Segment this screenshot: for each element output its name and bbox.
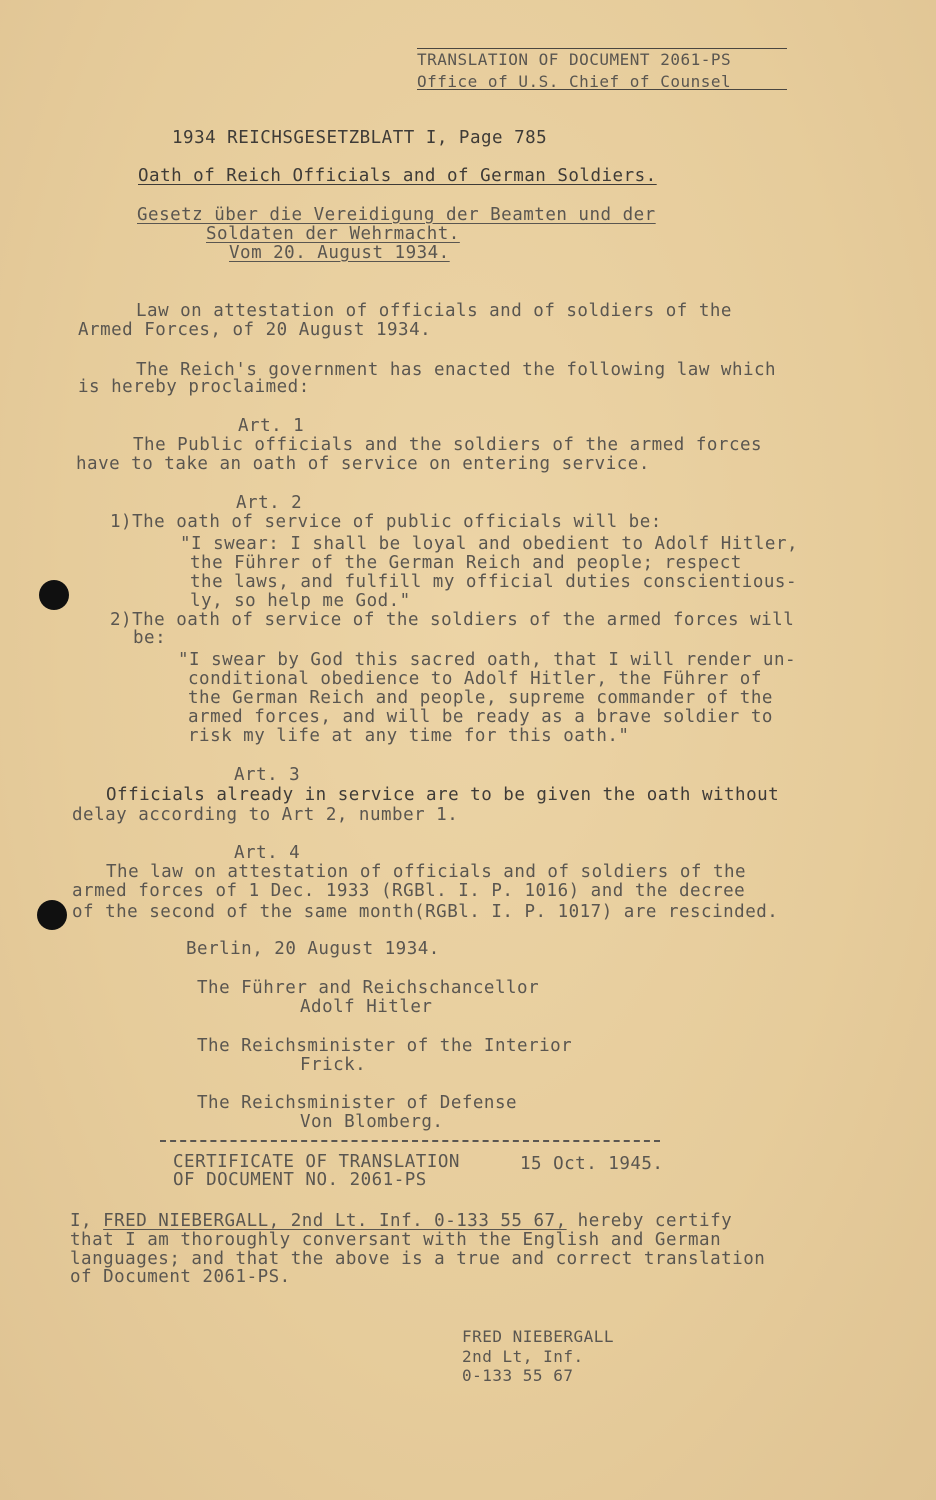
art4-heading: Art. 4 xyxy=(234,843,301,863)
art2-item1-line4: the laws, and fulfill my official duties conscientious- xyxy=(190,572,797,592)
place-and-date: Berlin, 20 August 1934. xyxy=(186,939,440,959)
intro-p2-line1: The Reich's government has enacted the following law which xyxy=(136,360,777,380)
certificate-body-line2: that I am thoroughly conversant with the English and German xyxy=(70,1230,722,1250)
art1-line1: The Public officials and the soldiers of the armed forces xyxy=(133,435,763,455)
signature3-title: The Reichsminister of Defense xyxy=(197,1093,518,1113)
signature2-name: Frick. xyxy=(300,1055,367,1075)
art4-line1: The law on attestation of officials and of soldiers of the xyxy=(106,862,747,882)
certificate-heading-line2: OF DOCUMENT NO. 2061-PS xyxy=(173,1170,427,1190)
art2-heading: Art. 2 xyxy=(236,493,303,513)
art2-item2-line2: be: xyxy=(133,628,167,648)
header-rule-top xyxy=(417,48,787,49)
header-translation-line: TRANSLATION OF DOCUMENT 2061-PS xyxy=(417,50,732,69)
art2-item1-line5: ly, so help me God." xyxy=(190,591,411,611)
translator-signature-rank: 2nd Lt, Inf. xyxy=(462,1347,584,1366)
signature1-title: The Führer and Reichschancellor xyxy=(197,978,540,998)
certificate-date: 15 Oct. 1945. xyxy=(520,1154,664,1174)
title-english: Oath of Reich Officials and of German Soldiers. xyxy=(138,166,657,186)
art3-line1: Officials already in service are to be given the oath without xyxy=(106,785,780,805)
art2-item2-line1: 2)The oath of service of the soldiers of the armed forces will xyxy=(110,610,795,630)
art1-line2: have to take an oath of service on entering service. xyxy=(76,454,650,474)
punch-hole-lower xyxy=(37,900,67,930)
title-german-line1: Gesetz über die Vereidigung der Beamten und der xyxy=(137,205,656,225)
signature1-name: Adolf Hitler xyxy=(300,997,433,1017)
title-german-line3: Vom 20. August 1934. xyxy=(229,243,450,263)
title-german-line2: Soldaten der Wehrmacht. xyxy=(206,224,460,244)
art3-heading: Art. 3 xyxy=(234,765,301,785)
intro-p1-line1: Law on attestation of officials and of soldiers of the xyxy=(136,301,732,321)
translator-signature-number: 0-133 55 67 xyxy=(462,1366,574,1385)
art2-item1-line3: the Führer of the German Reich and people; respect xyxy=(190,553,742,573)
art2-item1-line2: "I swear: I shall be loyal and obedient to Adolf Hitler, xyxy=(180,534,799,554)
certificate-heading-line1: CERTIFICATE OF TRANSLATION xyxy=(173,1152,460,1172)
art2-item2-line5: the German Reich and people, supreme commander of the xyxy=(188,688,773,708)
art3-line2: delay according to Art 2, number 1. xyxy=(72,805,459,825)
art4-line3: of the second of the same month(RGBl. I. P. 1017) are rescinded. xyxy=(72,902,779,922)
art4-line2: armed forces of 1 Dec. 1933 (RGBl. I. P. 1016) and the decree xyxy=(72,881,746,901)
art2-item2-line3: "I swear by God this sacred oath, that I will render un- xyxy=(178,650,797,670)
signature3-name: Von Blomberg. xyxy=(300,1112,444,1132)
certificate-body-line3: languages; and that the above is a true and correct translation xyxy=(70,1249,766,1269)
art2-item2-line4: conditional obedience to Adolf Hitler, the Führer of xyxy=(188,669,762,689)
header-rule-bottom xyxy=(417,89,787,90)
certificate-body-suffix: hereby certify xyxy=(566,1211,733,1231)
separator-dashed-line xyxy=(160,1140,660,1142)
certificate-translator-id: FRED NIEBERGALL, 2nd Lt. Inf. 0-133 55 67, xyxy=(103,1211,567,1231)
punch-hole-upper xyxy=(39,580,69,610)
art2-item2-line6: armed forces, and will be ready as a brave soldier to xyxy=(188,707,773,727)
certificate-body-line1 xyxy=(70,1212,732,1231)
certificate-body-line4: of Document 2061-PS. xyxy=(70,1267,291,1287)
art1-heading: Art. 1 xyxy=(238,416,305,436)
source-citation: 1934 REICHSGESETZBLATT I, Page 785 xyxy=(172,128,548,148)
translator-signature-name: FRED NIEBERGALL xyxy=(462,1327,614,1346)
art2-item2-line7: risk my life at any time for this oath." xyxy=(188,726,630,746)
art2-item1-line1: 1)The oath of service of public officials will be: xyxy=(110,512,662,532)
signature2-title: The Reichsminister of the Interior xyxy=(197,1036,573,1056)
intro-p1-line2: Armed Forces, of 20 August 1934. xyxy=(78,320,432,340)
header-office-line: Office of U.S. Chief of Counsel xyxy=(417,72,732,91)
intro-p2-line2: is hereby proclaimed: xyxy=(78,377,310,397)
certificate-body-prefix: I, xyxy=(70,1211,104,1231)
